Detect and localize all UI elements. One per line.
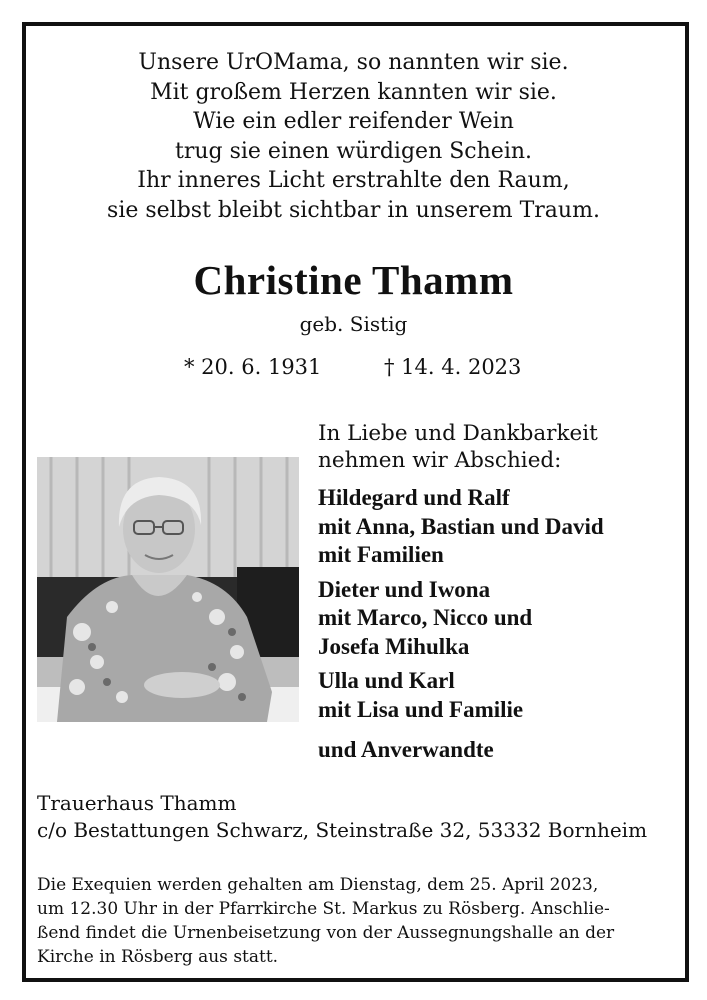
mourners-list <box>318 484 604 771</box>
service-details <box>37 873 669 969</box>
farewell-text <box>318 420 598 474</box>
service-line: ßend findet die Urnenbeisetzung von der Aussegnungshalle an der <box>37 923 615 943</box>
deceased-name: Christine Thamm <box>193 257 514 303</box>
mourning-house-address: c/o Bestattungen Schwarz, Steinstraße 32, 53332 Bornheim <box>37 818 648 842</box>
death-date: † 14. 4. 2023 <box>384 355 522 379</box>
farewell-line: In Liebe und Dankbarkeit <box>318 421 598 446</box>
mourner-line: Hildegard und Ralf <box>318 485 510 510</box>
service-line: Kirche in Rösberg aus statt. <box>37 947 279 967</box>
poem-line: Mit großem Herzen kannten wir sie. <box>150 79 557 105</box>
mourner-group <box>318 667 604 724</box>
mourning-house <box>37 790 647 844</box>
service-line: um 12.30 Uhr in der Pfarrkirche St. Markus zu Rösberg. Anschlie- <box>37 899 610 919</box>
mourner-line: mit Lisa und Familie <box>318 696 524 722</box>
mourner-line: Josefa Mihulka <box>318 633 470 659</box>
service-line: Die Exequien werden gehalten am Dienstag, dem 25. April 2023, <box>37 875 599 895</box>
mourner-group <box>318 484 604 570</box>
portrait-photo <box>37 457 299 722</box>
poem-line: sie selbst bleibt sichtbar in unserem Traum. <box>107 197 600 223</box>
poem-line: trug sie einen würdigen Schein. <box>174 138 533 164</box>
poem-line: Ihr inneres Licht erstrahlte den Raum, <box>137 168 570 193</box>
birth-date: * 20. 6. 1931 <box>184 355 322 379</box>
mourner-line: und Anverwandte <box>318 737 494 762</box>
mourner-line: Dieter und Iwona <box>318 576 491 602</box>
mourner-line: mit Familien <box>318 542 444 567</box>
mourning-house-title: Trauerhaus Thamm <box>37 791 237 815</box>
mourner-line: Ulla und Karl <box>318 668 455 693</box>
poem-line: Wie ein edler reifender Wein <box>193 109 514 134</box>
poem <box>0 48 707 225</box>
poem-line: Unsere UrOMama, so nannten wir sie. <box>138 50 569 75</box>
birth-name: geb. Sistig <box>299 312 408 336</box>
mourner-group <box>318 576 604 662</box>
farewell-line: nehmen wir Abschied: <box>318 448 562 473</box>
mourner-group <box>318 736 604 765</box>
mourner-line: mit Marco, Nicco und <box>318 605 533 630</box>
mourner-line: mit Anna, Bastian und David <box>318 513 604 539</box>
